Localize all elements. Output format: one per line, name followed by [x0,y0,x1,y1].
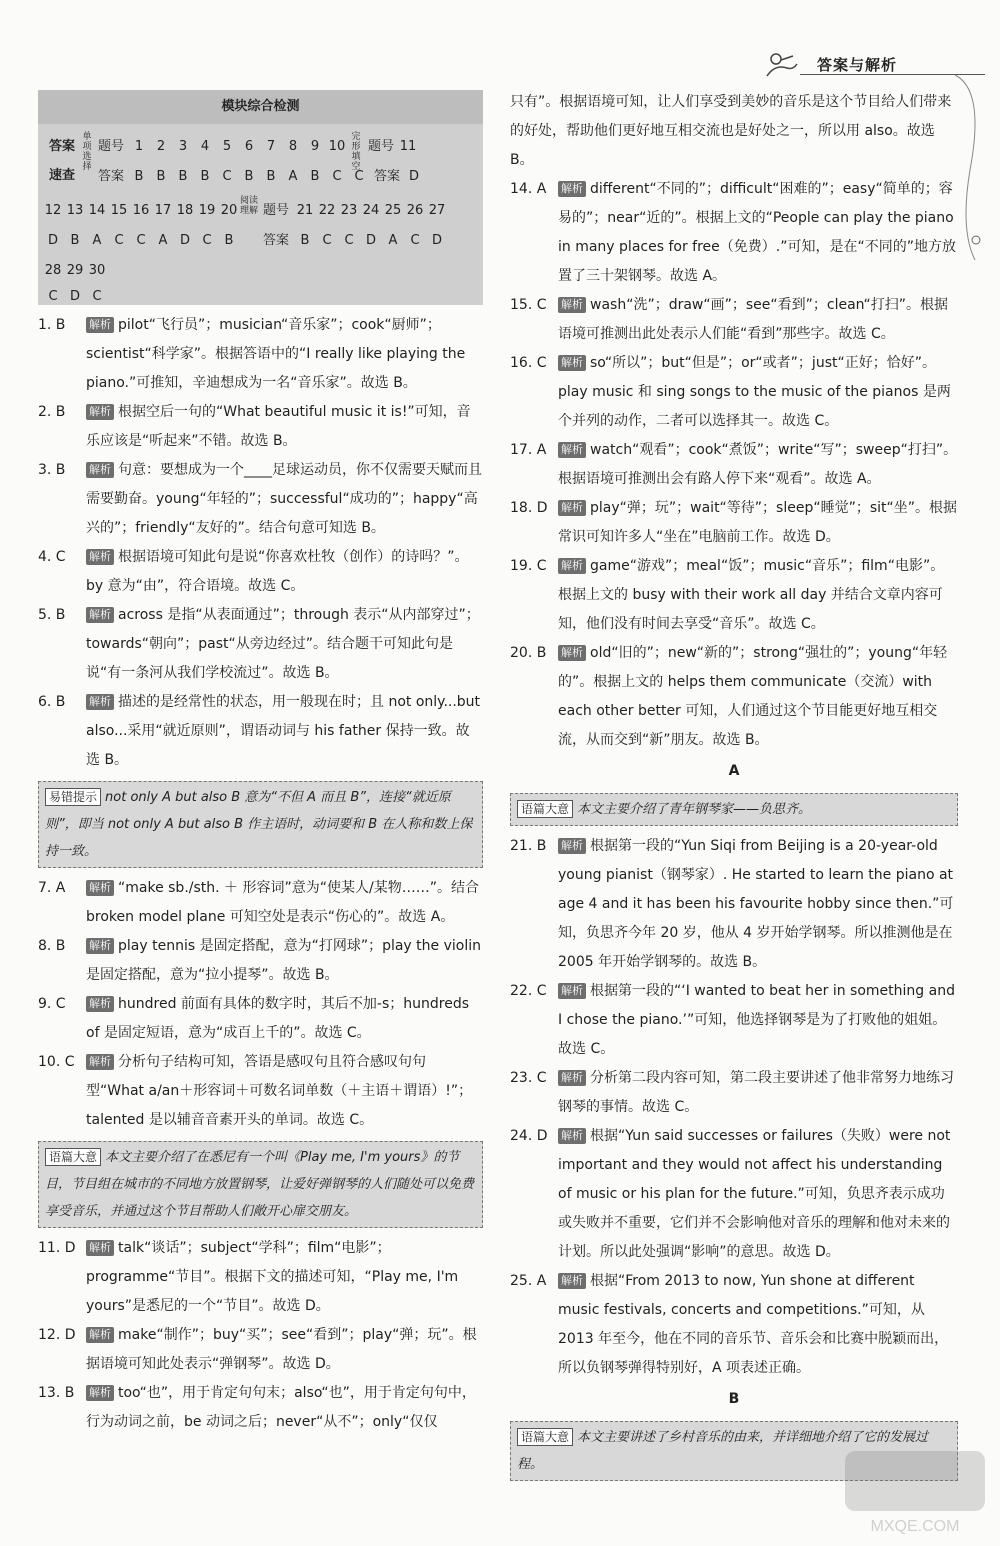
right-column [510,88,958,1487]
analysis-tag: 解析 [86,694,114,710]
header-title: 答案与解析 [817,56,898,74]
answer-row-3 [42,256,108,285]
answer-item [38,1048,483,1135]
answer-text: play tennis 是固定搭配，意为“打网球”；play the violin 是固定搭配，意为“拉小提琴”。故选 B。 [86,938,481,983]
analysis-tag: 解析 [558,500,586,516]
answer-item [510,494,958,552]
analysis-tag: 解析 [558,558,586,574]
answer-text: talk“谈话”；subject“学科”；film“电影”；programme“节目”。根据下文的描述可知，“Play me, I'm yours”是悉尼的一个“节目”。故选 D。 [86,1240,459,1314]
answer-item [38,874,483,932]
answer-number: 16. C [510,355,547,371]
answer-row-2 [42,196,448,225]
row1-right-question-label: 题号 [367,139,394,154]
section-b-heading: B [728,1391,740,1407]
row1-right-num: 11 [399,139,417,154]
row2-num-24: 24 [362,203,380,218]
answer-text: across 是指“从表面通过”；through 表示“从内部穿过”；towards“朝向”；past“从旁边经过”。结合题干可知此句是说“有一条河从我们学校流过”。故选 B。 [86,607,480,681]
analysis-tag: 解析 [86,317,114,333]
svg-text:MXQE.COM: MXQE.COM [870,1518,960,1535]
row2-num-22: 22 [318,203,336,218]
row2-ans-17: A [158,233,168,248]
analysis-tag: 解析 [558,1070,586,1086]
row2-num-15: 15 [110,203,128,218]
answer-number: 24. D [510,1128,548,1144]
answer-row-2b [42,226,448,255]
answer-text: “make sb./sth. ＋ 形容词”意为“使某人/某物……”。结合 broken model plane 可知空处是表示“伤心的”。故选 A。 [86,880,479,925]
answer-number: 9. C [38,996,66,1012]
answer-number: 2. B [38,404,66,420]
passage-summary-tag: 语篇大意 [517,800,573,818]
row1-ans-3: B [178,169,188,184]
answer-item [38,1321,483,1379]
answer-item [510,349,958,436]
row1-ans-8: A [288,169,298,184]
row2-num-14: 14 [88,203,106,218]
answer-item [38,456,483,543]
answer-number: 7. A [38,880,66,896]
left-answers-3 [38,1234,483,1437]
row1-right-ans: D [408,169,419,184]
answer-text: 根据语境可知此句是说“你喜欢杜牧（创作）的诗吗？”。by 意为“由”，符合语境。故选 C。 [86,549,469,594]
analysis-tag: 解析 [86,938,114,954]
answer-item [38,688,483,775]
answer-item [510,552,958,639]
answer-item [510,977,958,1064]
answer-item [510,639,958,755]
answer-item [38,601,483,688]
answer-text: hundred 前面有具体的数字时，其后不加-s；hundreds of 是固定短语，意为“成百上千的”。故选 C。 [86,996,469,1041]
left-answers-1 [38,311,483,775]
row1-num-9: 9 [310,139,320,154]
row1-ans-5: C [222,169,232,184]
passage-summary-tag: 语篇大意 [45,1148,101,1166]
answer-text: 根据“Yun said successes or failures（失败）were not important and they would not affect his understanding of music or his plan for the future.”可知，负思齐表示成功或失败并不重要，它们并不会影响他对音乐的理解和他对未来的计划。所以此处强调“影响”的意思。故选 D。 [558,1128,951,1260]
row1-num-2: 2 [156,139,166,154]
error-tip-box [38,781,483,868]
row2-ans-14: A [92,233,102,248]
analysis-tag: 解析 [558,838,586,854]
answer-text: game“游戏”；meal“饭”；music“音乐”；film“电影”。根据上文的 busy with their work all day 并结合文章内容可知，他们没有时间去享受“音乐”。故选 C。 [558,558,945,632]
analysis-tag: 解析 [86,1240,114,1256]
passage-summary-text: 本文主要介绍了在悉尼有一个叫《Play me, I'm yours》的节目，节目组在城市的不同地方放置钢琴，让爱好弹钢琴的人们随处可以免费享受音乐，并通过这个节目帮助人们敞开心扉交朋友。 [45,1150,475,1219]
analysis-tag: 解析 [558,297,586,313]
answer-number: 17. A [510,442,547,458]
answer-number: 4. C [38,549,66,565]
answer-item [38,1234,483,1321]
row3-num-29: 29 [66,263,84,278]
answer-text: different“不同的”；difficult“困难的”；easy“简单的；容易的”；near“近的”。根据上文的“People can play the piano in many places for free（免费）.”可知，是在“不同的”地方放置了三十架钢琴。故选 A。 [558,181,956,284]
row2-num-27: 27 [428,203,446,218]
analysis-tag: 解析 [558,1128,586,1144]
answer-item [38,990,483,1048]
row3-num-28: 28 [44,263,62,278]
row2-ans-22: C [322,233,332,248]
answer-text: too“也”，用于肯定句句末；also“也”，用于肯定句句中，行为动词之前，be 动词之后；never“从不”；only“仅仅 [86,1385,476,1430]
analysis-tag: 解析 [86,880,114,896]
row1-ans-4: B [200,169,210,184]
answer-text: 描述的是经常性的状态，用一般现在时；且 not only...but also...采用“就近原则”，谓语动词与 his father 保持一致。故选 B。 [86,694,481,768]
analysis-tag: 解析 [558,983,586,999]
analysis-tag: 解析 [86,404,114,420]
analysis-tag: 解析 [86,1054,114,1070]
answer-row-3b [42,282,108,311]
analysis-tag: 解析 [86,607,114,623]
section-a-heading: A [728,763,740,779]
row1-ans-1: B [134,169,144,184]
answer-number: 25. A [510,1273,547,1289]
row2-ans-13: B [70,233,80,248]
row1-question-label: 题号 [97,139,124,154]
answer-number: 5. B [38,607,66,623]
passage-summary-box [38,1141,483,1228]
row3-num-30: 30 [88,263,106,278]
row2-ans-23: C [344,233,354,248]
answer-item [510,1267,958,1383]
passage-summary-box [510,793,958,826]
answer-number: 15. C [510,297,547,313]
cloze-label: 完形填空 [351,132,361,172]
analysis-tag: 解析 [86,462,114,478]
row2-num-25: 25 [384,203,402,218]
answer-text: 根据第一段的“Yun Siqi from Beijing is a 20-year-old young pianist（钢琴家）. He started to learn the piano at age 4 and it has been his favourite hobby since then.”可知，负思齐今年 20 岁，他从 4 岁开始学钢琴。所以推测他是在 2005 年开始学钢琴的。故选 B。 [558,838,954,970]
answer-number: 18. D [510,500,548,516]
answer-number: 10. C [38,1054,75,1070]
row2-ans-27: D [431,233,442,248]
row2-num-12: 12 [44,203,62,218]
answer-number: 22. C [510,983,547,999]
row1-ans-10: C [332,169,342,184]
answer-item [510,175,958,291]
row2-answer-label: 答案 [262,233,289,248]
answer-text: play“弹；玩”；wait“等待”；sleep“睡觉”；sit“坐”。根据常识可知许多人“坐在”电脑前工作。故选 D。 [558,500,958,545]
answer-item [510,1064,958,1122]
row1-num-4: 4 [200,139,210,154]
row2-ans-25: A [388,233,398,248]
analysis-tag: 解析 [86,1385,114,1401]
row2-ans-24: D [365,233,376,248]
watermark-logo [840,1446,990,1536]
passage-summary-text: 本文主要讲述了乡村音乐的由来，并详细地介绍了它的发展过程。 [517,1430,929,1472]
row2-num-13: 13 [66,203,84,218]
answer-item [38,543,483,601]
answer-number: 14. A [510,181,547,197]
answer-label: 答案速查 [48,139,75,183]
row2-ans-15: C [114,233,124,248]
answer-item [38,932,483,990]
row2-num-17: 17 [154,203,172,218]
answer-text: old“旧的”；new“新的”；strong“强壮的”；young“年轻的”。根据上文的 helps them communicate（交流）with each other better 可知，人们通过这个节目能更好地互相交流，从而交到“新”朋友。故选 B。 [558,645,948,748]
row2-num-16: 16 [132,203,150,218]
row2-num-21: 21 [296,203,314,218]
answer-number: 11. D [38,1240,76,1256]
row1-ans-11: C [354,169,364,184]
answer-table [38,90,483,305]
analysis-tag: 解析 [558,442,586,458]
row1-num-3: 3 [178,139,188,154]
row2-question-label: 题号 [262,203,289,218]
row1-answer-label: 答案 [97,169,124,184]
row1-ans-6: B [244,169,254,184]
answer-row-1b [94,162,424,191]
answer-item [38,311,483,398]
answer-text: pilot“飞行员”；musician“音乐家”；cook“厨师”；scientist“科学家”。根据答语中的“I really like playing the piano.”可推知，辛迪想成为一名“音乐家”。故选 B。 [86,317,466,391]
row2-ans-12: D [47,233,58,248]
answer-number: 23. C [510,1070,547,1086]
error-tip-text: not only A but also B 意为“不但 A 而且 B”，连接“就近原则”，即当 not only A but also B 作主语时，动词要和 B 在人称和数上保持一致。 [45,790,473,859]
row1-ans-2: B [156,169,166,184]
answer-number: 19. C [510,558,547,574]
continued-text: 只有”。根据语境可知，让人们享受到美妙的音乐是这个节目给人们带来的好处，帮助他们更好地互相交流也是好处之一，所以用 also。故选 B。 [510,94,952,168]
row1-num-7: 7 [266,139,276,154]
row2-num-26: 26 [406,203,424,218]
row2-num-18: 18 [176,203,194,218]
row3-ans-28: C [48,289,58,304]
row1-num-6: 6 [244,139,254,154]
row2-num-19: 19 [198,203,216,218]
row2-num-20: 20 [220,203,238,218]
passage-summary-tag: 语篇大意 [517,1428,573,1446]
reading-label: 阅读理解 [240,196,259,216]
row1-ans-7: B [266,169,276,184]
answer-text: 句意：要想成为一个____足球运动员，你不仅需要天赋而且需要勤奋。young“年轻的”；successful“成功的”；happy“高兴的”；friendly“友好的”。结合句意可知选 B。 [86,462,482,536]
analysis-tag: 解析 [558,355,586,371]
answer-item [510,832,958,977]
row1-ans-9: B [310,169,320,184]
answer-text: 根据第一段的“‘I wanted to beat her in something and I chose the piano.’”可知，他选择钢琴是为了打败他的姐姐。故选 C。 [558,983,955,1057]
answer-item [38,398,483,456]
watermark-icon [840,1446,990,1536]
left-answers-2 [38,874,483,1135]
analysis-tag: 解析 [86,1327,114,1343]
answer-item [510,1122,958,1267]
analysis-tag: 解析 [86,549,114,565]
row2-ans-20: B [224,233,234,248]
answer-number: 8. B [38,938,66,954]
answer-number: 6. B [38,694,66,710]
error-tip-tag: 易错提示 [45,788,101,806]
answer-text: 根据“From 2013 to now, Yun shone at different music festivals, concerts and competitions.”可知，从 2013 年至今，他在不同的音乐节、音乐会和比赛中脱颖而出，所以负钢琴弹得特别好，A 项表述正确。 [558,1273,949,1376]
answer-text: 根据空后一句的“What beautiful music it is!”可知，音乐应该是“听起来”不错。故选 B。 [86,404,471,449]
answer-item [510,291,958,349]
analysis-tag: 解析 [558,1273,586,1289]
answer-text: wash“洗”；draw“画”；see“看到”；clean“打扫”。根据语境可推测出此处表示人们能“看到”那些字。故选 C。 [558,297,949,342]
analysis-tag: 解析 [558,645,586,661]
row2-ans-21: B [300,233,310,248]
single-choice-label: 单项选择 [82,132,92,172]
row1-num-1: 1 [134,139,144,154]
row1-num-5: 5 [222,139,232,154]
answer-number: 21. B [510,838,547,854]
answer-text: make“制作”；buy“买”；see“看到”；play“弹；玩”。根据语境可知此处表示“弹钢琴”。故选 D。 [86,1327,477,1372]
row3-ans-30: C [92,289,102,304]
answer-number: 3. B [38,462,66,478]
passage-summary-text: 本文主要介绍了青年钢琴家——负思齐。 [577,802,812,817]
analysis-tag: 解析 [86,996,114,1012]
answer-item [38,1379,483,1437]
left-column [38,90,483,1437]
answer-item [510,436,958,494]
answer-text: 分析句子结构可知，答语是感叹句且符合感叹句句型“What a/an＋形容词＋可数名词单数（＋主语＋谓语）!”；talented 是以辅音音素开头的单词。故选 C。 [86,1054,473,1128]
answer-number: 12. D [38,1327,76,1343]
reader-icon [763,50,799,80]
row1-num-10: 10 [328,139,346,154]
row2-ans-18: D [179,233,190,248]
answer-number: 1. B [38,317,66,333]
answer-text: 分析第二段内容可知，第二段主要讲述了他非常努力地练习钢琴的事情。故选 C。 [558,1070,954,1115]
answer-number: 13. B [38,1385,75,1401]
row2-num-23: 23 [340,203,358,218]
row2-ans-19: C [202,233,212,248]
answer-text: watch“观看”；cook“煮饭”；write“写”；sweep“打扫”。根据语境可推测出会有路人停下来“观看”。故选 A。 [558,442,958,487]
answer-text: so“所以”；but“但是”；or“或者”；just“正好；恰好”。play music 和 sing songs to the music of the pianos 是两个并列的动作，二者可以选择其一。故选 C。 [558,355,951,429]
answer-number: 20. B [510,645,547,661]
analysis-tag: 解析 [558,181,586,197]
test-title: 模块综合检测 [38,90,483,124]
row1-num-8: 8 [288,139,298,154]
row1-right-answer-label: 答案 [373,169,400,184]
row3-ans-29: D [69,289,80,304]
row2-ans-16: C [136,233,146,248]
row2-ans-26: C [410,233,420,248]
